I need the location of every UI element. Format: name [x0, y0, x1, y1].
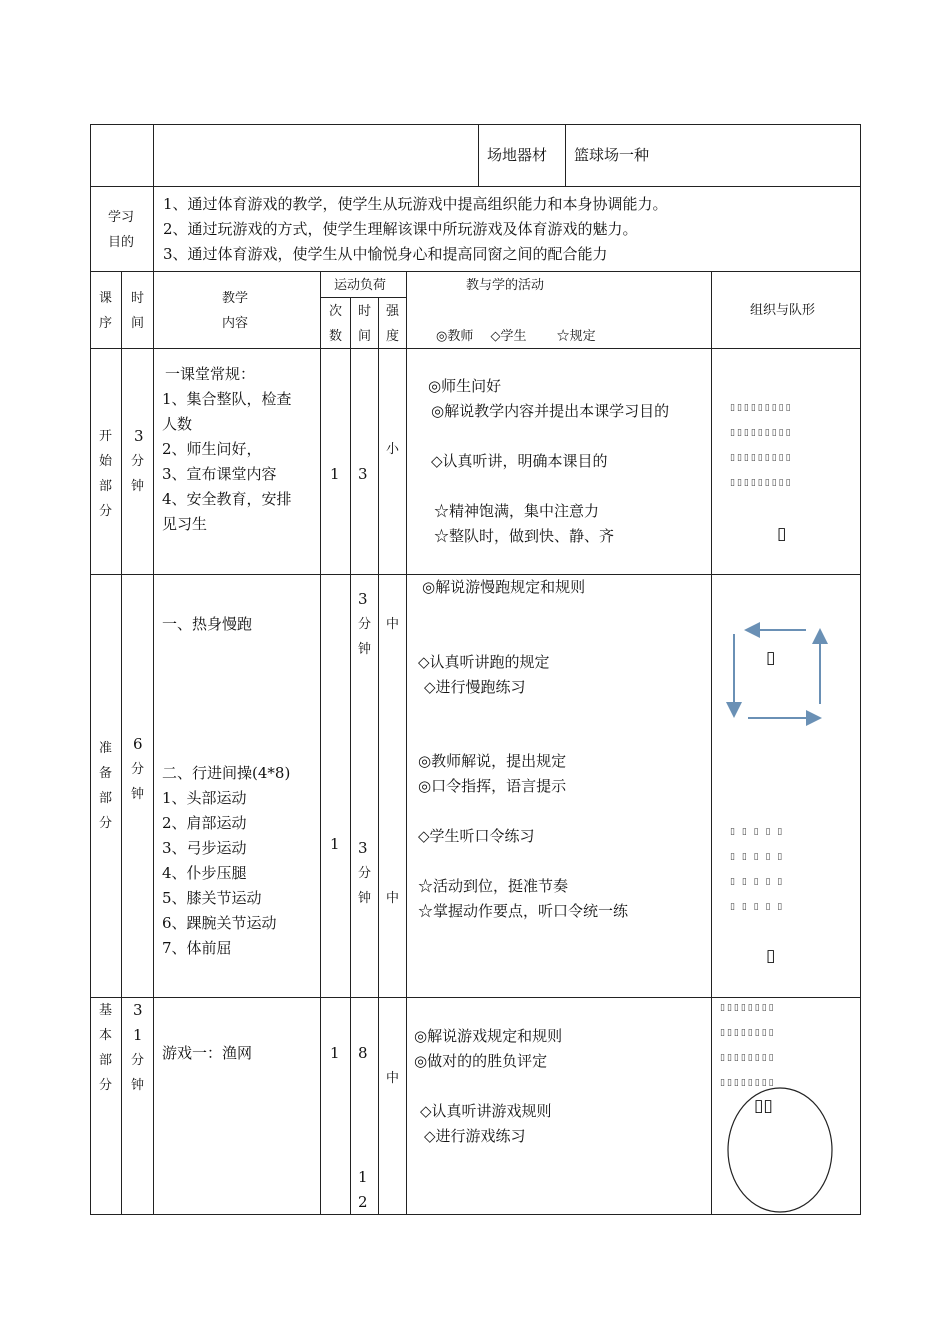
- basic-formation-row-1: ▯▯▯▯▯▯▯▯: [720, 1003, 776, 1013]
- prep-count-b: 1: [330, 835, 340, 853]
- objectives-label-2: 目的: [108, 235, 135, 250]
- prep-teacher-marker-icon: ▯: [766, 946, 776, 966]
- lap-arrows-diagram: [722, 620, 832, 726]
- rule-col-int: [406, 271, 407, 1214]
- prep-activity-b-4: ☆活动到位，挺准节奏: [418, 877, 569, 895]
- basic-formation-row-3: ▯▯▯▯▯▯▯▯: [720, 1053, 776, 1063]
- basic-count: 1: [330, 1044, 340, 1062]
- basic-name-3: 部: [99, 1053, 113, 1068]
- prep-duration-b-3: 钟: [358, 891, 372, 906]
- start-duration: 3: [358, 465, 368, 483]
- rule-col-activity: [711, 271, 712, 1214]
- prep-name-4: 分: [99, 816, 113, 831]
- prep-content-b-4: 3、弓步运动: [162, 839, 247, 857]
- prep-duration-a-1: 3: [358, 590, 368, 608]
- basic-duration-b-1: 1: [358, 1168, 368, 1186]
- rule-after-prep: [90, 997, 861, 998]
- col-time-2: 间: [131, 316, 145, 331]
- prep-content-b-2: 1、头部运动: [162, 789, 247, 807]
- start-name-4: 分: [99, 504, 113, 519]
- prep-duration-a-3: 钟: [358, 642, 372, 657]
- start-content-6: 4、安全教育，安排: [162, 490, 292, 508]
- col-legend: ◎教师 ◇学生 ☆规定: [436, 329, 596, 344]
- teacher-marker-icon: ▯: [777, 524, 787, 544]
- rule-right: [860, 124, 861, 1215]
- prep-intensity-a: 中: [386, 617, 400, 632]
- basic-time-4: 钟: [131, 1078, 145, 1093]
- prep-formation-row-1: ▯ ▯ ▯ ▯ ▯: [730, 827, 785, 837]
- start-content-5: 3、宣布课堂内容: [162, 465, 277, 483]
- prep-activity-b-1: ◎教师解说，提出规定: [418, 752, 567, 770]
- prep-content-b-8: 7、体前屈: [162, 939, 232, 957]
- rule-col-time: [153, 271, 154, 1214]
- prep-content-b-5: 4、仆步压腿: [162, 864, 247, 882]
- col-int-1: 强: [386, 304, 400, 319]
- col-load: 运动负荷: [334, 278, 387, 293]
- start-name-3: 部: [99, 479, 113, 494]
- prep-formation-row-4: ▯ ▯ ▯ ▯ ▯: [730, 902, 785, 912]
- basic-formation-row-4: ▯▯▯▯▯▯▯▯: [720, 1078, 776, 1088]
- start-count: 1: [330, 465, 340, 483]
- col-content-1: 教学: [222, 291, 249, 306]
- start-content-7: 见习生: [162, 515, 208, 533]
- rule-after-header: [90, 186, 861, 187]
- prep-intensity-b: 中: [386, 891, 400, 906]
- basic-duration-a: 8: [358, 1044, 368, 1062]
- prep-formation-row-2: ▯ ▯ ▯ ▯ ▯: [730, 852, 785, 862]
- basic-name-4: 分: [99, 1078, 113, 1093]
- rule-left: [90, 124, 91, 1215]
- prep-time-3: 钟: [131, 787, 145, 802]
- col-int-2: 度: [386, 329, 400, 344]
- col-count-1: 次: [329, 304, 343, 319]
- prep-activity-b-2: ◎口令指挥，语言提示: [418, 777, 567, 795]
- basic-time-3: 分: [131, 1053, 145, 1068]
- basic-duration-b-2: 2: [358, 1193, 368, 1211]
- objectives-label-1: 学习: [108, 210, 135, 225]
- objective-line-1: 1、通过体育游戏的教学，使学生从玩游戏中提高组织能力和本身协调能力。: [163, 195, 668, 213]
- start-formation-row-4: ▯▯▯▯▯▯▯▯▯: [730, 478, 793, 488]
- basic-activity-2: ◎做对的的胜负评定: [414, 1052, 548, 1070]
- col-formation: 组织与队形: [750, 303, 816, 318]
- basic-intensity: 中: [386, 1071, 400, 1086]
- prep-time-2: 分: [131, 762, 145, 777]
- start-intensity: 小: [386, 442, 400, 457]
- basic-time-2: 1: [133, 1026, 143, 1044]
- col-count-2: 数: [329, 329, 343, 344]
- prep-name-3: 部: [99, 791, 113, 806]
- prep-name-2: 备: [99, 766, 113, 781]
- start-name-1: 开: [99, 429, 113, 444]
- prep-time-1: 6: [133, 735, 143, 753]
- col-content-2: 内容: [222, 316, 249, 331]
- basic-activity-3: ◇认真听讲游戏规则: [420, 1102, 552, 1120]
- start-content-3: 人数: [162, 415, 193, 433]
- col-activity: 教与学的活动: [466, 278, 545, 293]
- start-formation-row-1: ▯▯▯▯▯▯▯▯▯: [730, 403, 793, 413]
- start-time-3: 钟: [131, 479, 145, 494]
- objective-line-2: 2、通过玩游戏的方式，使学生理解该课中所玩游戏及体育游戏的魅力。: [163, 220, 638, 238]
- rule-after-objectives: [90, 271, 861, 272]
- prep-duration-b-2: 分: [358, 866, 372, 881]
- net-circle-diagram: [726, 1086, 836, 1216]
- basic-name-1: 基: [99, 1003, 113, 1018]
- prep-content-b-7: 6、踝腕关节运动: [162, 914, 277, 932]
- col-dur-1: 时: [358, 304, 372, 319]
- start-name-2: 始: [99, 454, 113, 469]
- start-activity-4: ☆精神饱满，集中注意力: [434, 502, 600, 520]
- start-content-2: 1、集合整队，检查: [162, 390, 292, 408]
- rule-top: [90, 124, 861, 125]
- rule-col-order: [121, 271, 122, 1214]
- venue-value: 篮球场一种: [574, 146, 650, 164]
- objective-line-3: 3、通过体育游戏，使学生从中愉悦身心和提高同窗之间的配合能力: [163, 245, 608, 263]
- rule-header-a: [153, 124, 154, 186]
- prep-content-b-3: 2、肩部运动: [162, 814, 247, 832]
- runner-marker-icon: ▯: [766, 648, 776, 668]
- start-activity-1: ◎师生问好: [428, 377, 502, 395]
- rule-header-b: [478, 124, 479, 186]
- prep-activity-a-3: ◇进行慢跑练习: [424, 678, 526, 696]
- col-time-1: 时: [131, 291, 145, 306]
- prep-duration-a-2: 分: [358, 617, 372, 632]
- rule-header-c: [565, 124, 566, 186]
- prep-activity-b-3: ◇学生听口令练习: [418, 827, 535, 845]
- basic-activity-1: ◎解说游戏规定和规则: [414, 1027, 563, 1045]
- prep-activity-a-1: ◎解说游慢跑规定和规则: [422, 578, 586, 596]
- venue-label: 场地器材: [487, 146, 548, 164]
- start-content-4: 2、师生问好，: [162, 440, 262, 458]
- prep-duration-b-1: 3: [358, 839, 368, 857]
- prep-name-1: 准: [99, 741, 113, 756]
- start-formation-row-2: ▯▯▯▯▯▯▯▯▯: [730, 428, 793, 438]
- prep-content-b-6: 5、膝关节运动: [162, 889, 262, 907]
- prep-formation-row-3: ▯ ▯ ▯ ▯ ▯: [730, 877, 785, 887]
- rule-col-content: [320, 271, 321, 1214]
- start-activity-2: ◎解说教学内容并提出本课学习目的: [431, 402, 670, 420]
- prep-content-a: 一、热身慢跑: [162, 615, 253, 633]
- col-order-1: 课: [99, 291, 113, 306]
- rule-objectives: [153, 186, 154, 271]
- basic-activity-4: ◇进行游戏练习: [424, 1127, 526, 1145]
- prep-activity-b-5: ☆掌握动作要点，听口令统一练: [418, 902, 629, 920]
- prep-content-b-1: 二、行进间操(4*8): [162, 764, 291, 782]
- start-time-2: 分: [131, 454, 145, 469]
- basic-name-2: 本: [99, 1028, 113, 1043]
- basic-formation-row-2: ▯▯▯▯▯▯▯▯: [720, 1028, 776, 1038]
- start-formation-row-3: ▯▯▯▯▯▯▯▯▯: [730, 453, 793, 463]
- basic-content: 游戏一：渔网: [162, 1044, 253, 1062]
- start-activity-3: ◇认真听讲，明确本课目的: [431, 452, 608, 470]
- basic-time-1: 3: [133, 1001, 143, 1019]
- start-content-1: 一课堂常规：: [165, 365, 256, 383]
- net-catchers-icon: ▯▯: [754, 1096, 773, 1116]
- prep-activity-a-2: ◇认真听讲跑的规定: [418, 653, 550, 671]
- rule-col-count: [350, 297, 351, 1214]
- col-order-2: 序: [99, 316, 113, 331]
- start-time-1: 3: [134, 427, 144, 445]
- start-activity-5: ☆整队时，做到快、静、齐: [434, 527, 615, 545]
- rule-col-dur: [378, 297, 379, 1214]
- col-dur-2: 间: [358, 329, 372, 344]
